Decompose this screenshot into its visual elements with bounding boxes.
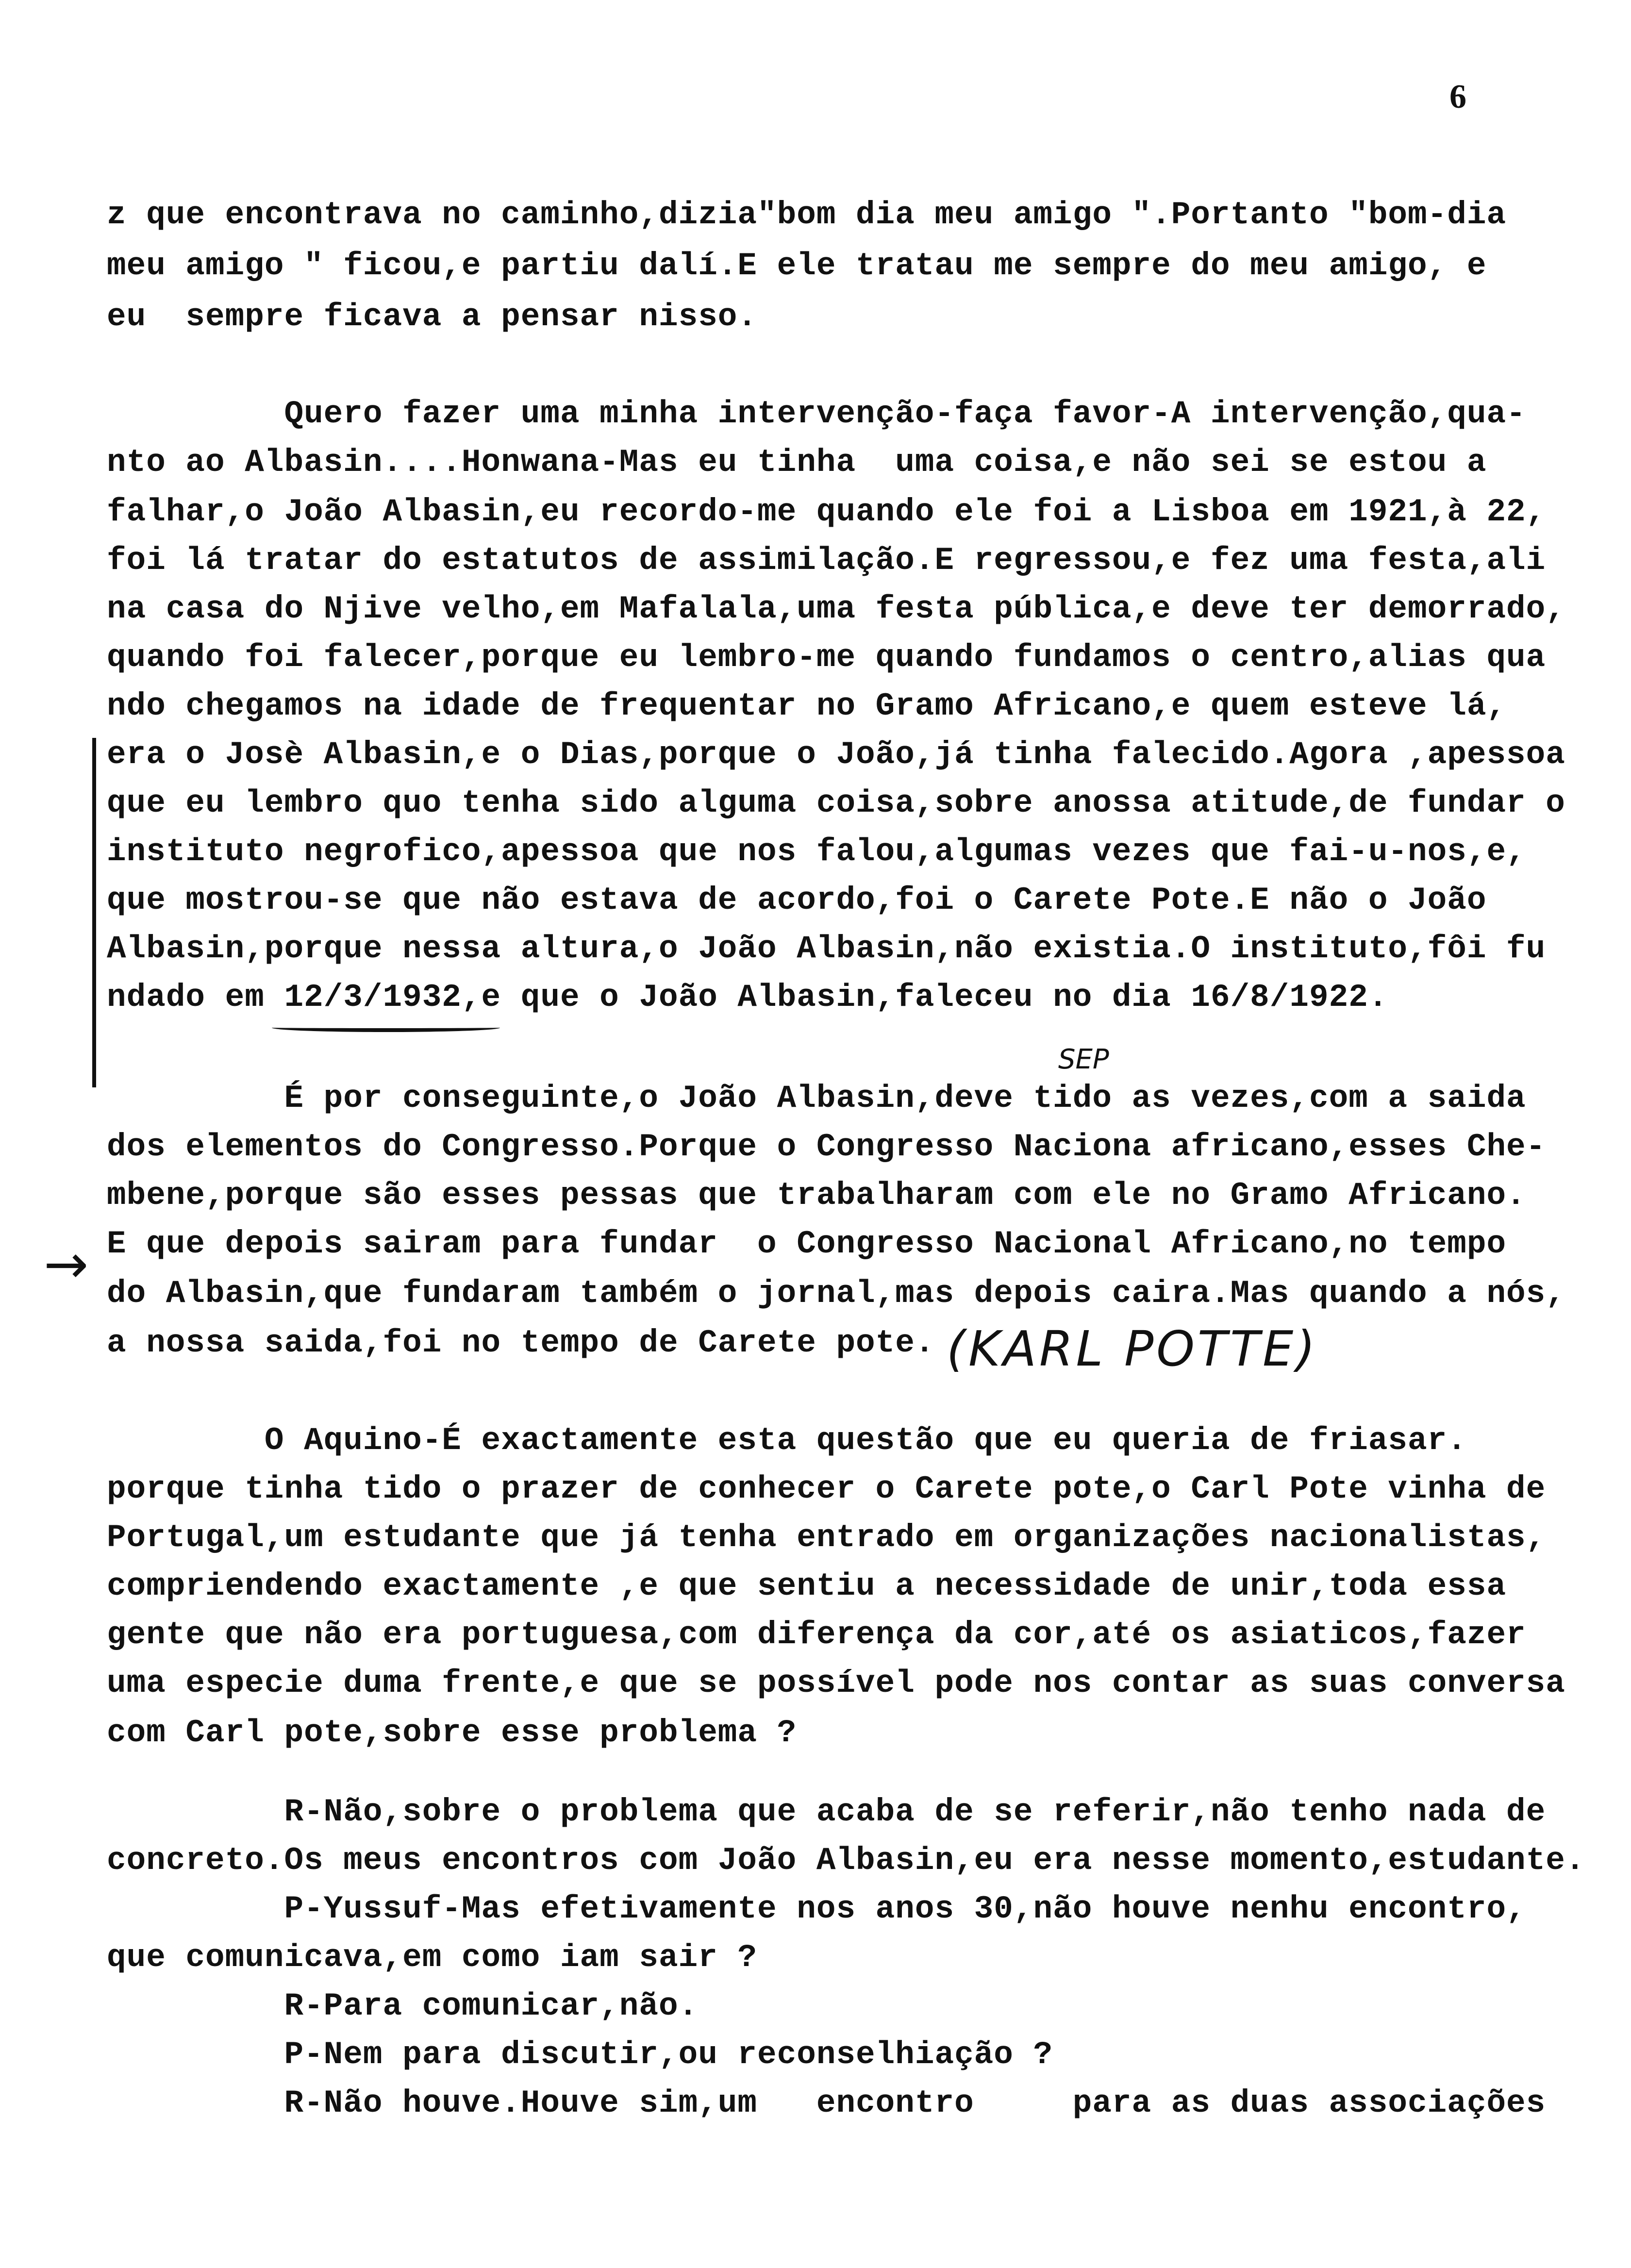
text-line: eu sempre ficava a pensar nisso. — [107, 299, 758, 335]
text-line: que mostrou-se que não estava de acordo,foi o Carete Pote.E não o João — [107, 882, 1487, 918]
page-number: 6 — [1449, 78, 1466, 116]
text-line: nto ao Albasin....Honwana-Mas eu tinha uma coisa,e não sei se estou a — [107, 444, 1487, 481]
date-underline-mark — [272, 1023, 500, 1032]
text-line: E que depois sairam para fundar o Congresso Nacional Africano,no tempo — [107, 1226, 1507, 1262]
handwritten-note: SEP — [1058, 1044, 1109, 1075]
text-line: Portugal,um estudante que já tenha entrado em organizações nacionalistas, — [107, 1519, 1546, 1556]
text-line: instituto negrofico,apessoa que nos falou,algumas vezes que fai-u-nos,e, — [107, 834, 1526, 870]
text-line: era o Josè Albasin,e o Dias,porque o João,já tinha falecido.Agora ,apessoa — [107, 736, 1565, 773]
text-line: foi lá tratar do estatutos de assimilação.E regressou,e fez uma festa,ali — [107, 542, 1546, 579]
text-line: que comunicava,em como iam sair ? — [107, 1939, 758, 1976]
text-line: Quero fazer uma minha intervenção-faça favor-A intervenção,qua- — [107, 396, 1526, 432]
text-line: quando foi falecer,porque eu lembro-me quando fundamos o centro,alias qua — [107, 639, 1546, 676]
text-line: z que encontrava no caminho,dizia"bom dia meu amigo ".Portanto "bom-dia — [107, 197, 1507, 233]
text-line: R-Não houve.Houve sim,um encontro para as duas associações — [107, 2085, 1546, 2121]
text-line: na casa do Njive velho,em Mafalala,uma festa pública,e deve ter demorrado, — [107, 591, 1565, 627]
text-line: meu amigo " ficou,e partiu dalí.E ele tratau me sempre do meu amigo, e — [107, 248, 1487, 284]
text-line: É por conseguinte,o João Albasin,deve tido as vezes,com a saida — [107, 1080, 1526, 1117]
text-line: Albasin,porque nessa altura,o João Albasin,não existia.O instituto,fôi fu — [107, 931, 1546, 967]
text-line: R-Não,sobre o problema que acaba de se referir,não tenho nada de — [107, 1794, 1546, 1830]
handwritten-annotation: (KARL POTTE) — [947, 1320, 1318, 1377]
text-line: com Carl pote,sobre esse problema ? — [107, 1715, 797, 1751]
text-line: P-Nem para discutir,ou reconselhiação ? — [107, 2036, 1053, 2073]
text-line: P-Yussuf-Mas efetivamente nos anos 30,não houve nenhu encontro, — [107, 1891, 1526, 1927]
text-line: dos elementos do Congresso.Porque o Congresso Naciona africano,esses Che- — [107, 1129, 1546, 1165]
text-line: gente que não era portuguesa,com diferença da cor,até os asiaticos,fazer — [107, 1617, 1526, 1653]
text-line: O Aquino-É exactamente esta questão que eu queria de friasar. — [107, 1422, 1467, 1459]
text-line: porque tinha tido o prazer de conhecer o Carete pote,o Carl Pote vinha de — [107, 1471, 1546, 1507]
margin-bracket — [92, 738, 96, 1087]
text-line: uma especie duma frente,e que se possível pode nos contar as suas conversa — [107, 1665, 1565, 1701]
text-line: compriendendo exactamente ,e que sentiu a necessidade de unir,toda essa — [107, 1568, 1507, 1604]
text-line: falhar,o João Albasin,eu recordo-me quando ele foi a Lisboa em 1921,à 22, — [107, 494, 1546, 530]
text-line: que eu lembro quo tenha sido alguma coisa,sobre anossa atitude,de fundar o — [107, 785, 1565, 821]
text-line: ndo chegamos na idade de frequentar no Gramo Africano,e quem esteve lá, — [107, 688, 1507, 724]
text-line: do Albasin,que fundaram também o jornal,mas depois caira.Mas quando a nós, — [107, 1275, 1565, 1312]
text-line: R-Para comunicar,não. — [107, 1988, 699, 2024]
text-line: mbene,porque são esses pessas que trabalharam com ele no Gramo Africano. — [107, 1177, 1526, 1214]
margin-arrow-icon: → — [44, 1233, 89, 1295]
text-line: concreto.Os meus encontros com João Albasin,eu era nesse momento,estudante. — [107, 1842, 1585, 1879]
text-line: ndado em 12/3/1932,e que o João Albasin,faleceu no dia 16/8/1922. — [107, 979, 1388, 1016]
text-line: a nossa saida,foi no tempo de Carete pote. — [107, 1325, 935, 1361]
